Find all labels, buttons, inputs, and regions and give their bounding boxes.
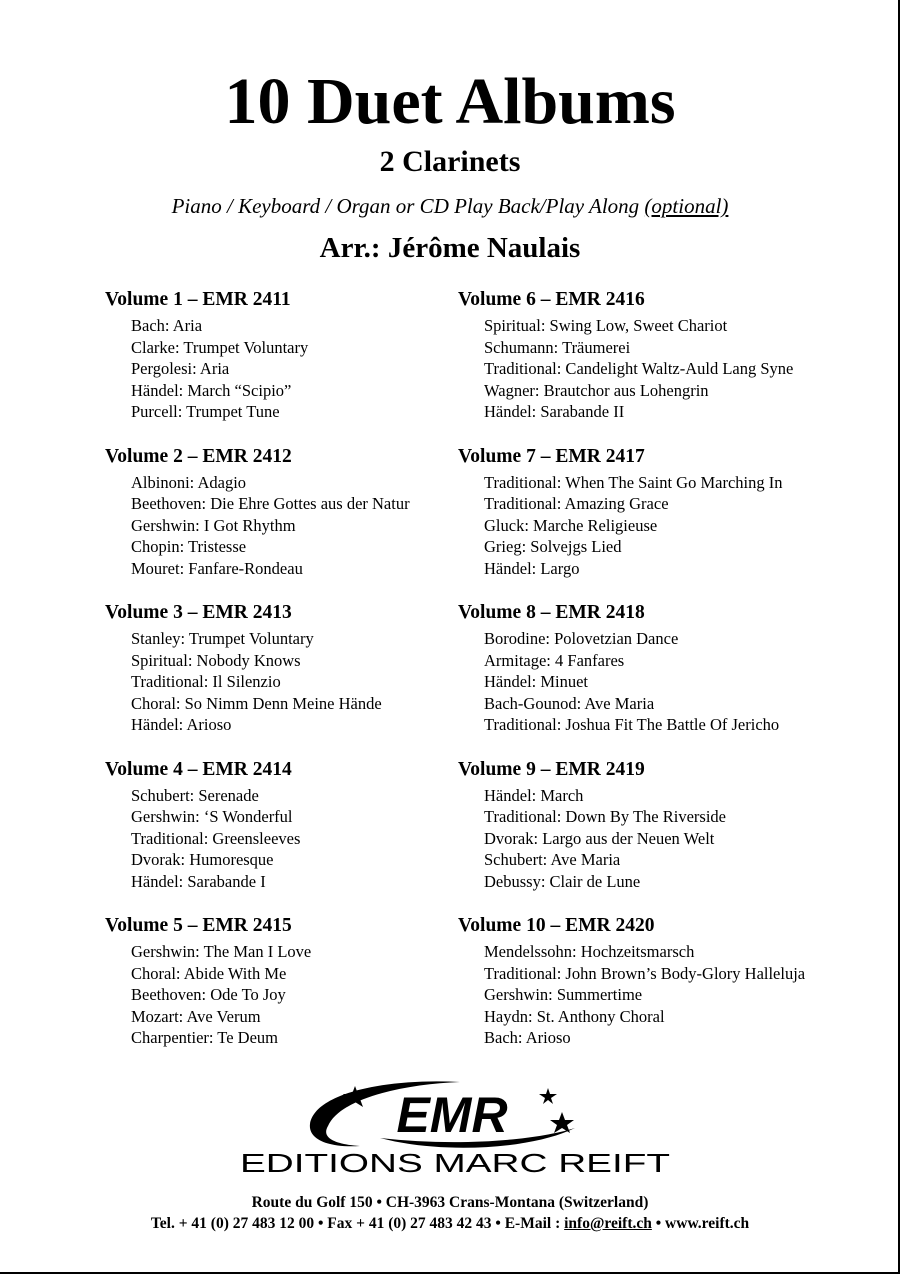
piece-item: Traditional: Greensleeves	[131, 828, 301, 848]
piece-item: Händel: March “Scipio”	[131, 380, 292, 400]
piece-list	[105, 628, 505, 736]
piece-item: Händel: Sarabande II	[484, 402, 625, 422]
piece-item: Bach: Arioso	[484, 1028, 571, 1048]
logo-publisher: EDITIONS MARC REIFT	[240, 1148, 671, 1178]
volume-heading: Volume 1 – EMR 2411	[105, 289, 291, 310]
piece-item: Grieg: Solvejgs Lied	[484, 537, 622, 557]
piece-list	[458, 472, 878, 580]
piece-item: Pergolesi: Aria	[131, 359, 230, 379]
piece-item: Bach-Gounod: Ave Maria	[484, 693, 655, 713]
piece-item: Spiritual: Nobody Knows	[131, 650, 301, 670]
arranger-line: Arr.: Jérôme Naulais	[319, 232, 581, 264]
piece-item: Armitage: 4 Fanfares	[484, 650, 625, 670]
volume-heading: Volume 10 – EMR 2420	[458, 915, 655, 936]
instrumentation-line	[0, 193, 900, 219]
piece-item: Choral: So Nimm Denn Meine Hände	[131, 693, 382, 713]
piece-item: Beethoven: Ode To Joy	[131, 985, 286, 1005]
piece-item: Händel: Minuet	[484, 672, 589, 692]
piece-item: Charpentier: Te Deum	[131, 1028, 278, 1048]
piece-list	[458, 628, 878, 736]
volume-block	[458, 600, 878, 757]
piece-item: Haydn: St. Anthony Choral	[484, 1006, 665, 1026]
piece-item: Clarke: Trumpet Voluntary	[131, 337, 309, 357]
piece-item: Händel: Sarabande I	[131, 871, 266, 891]
volume-heading: Volume 7 – EMR 2417	[458, 445, 645, 467]
piece-item: Händel: March	[484, 785, 584, 805]
website-text: • www.reift.ch	[651, 1215, 750, 1232]
piece-item: Choral: Abide With Me	[131, 963, 287, 983]
emr-logo	[230, 1072, 680, 1182]
piece-item: Debussy: Clair de Lune	[484, 871, 641, 891]
piece-list	[105, 785, 505, 893]
piece-item: Beethoven: Die Ehre Gottes aus der Natur	[131, 494, 410, 514]
email-link[interactable]: info@reift.ch	[564, 1215, 652, 1232]
piece-list	[105, 941, 505, 1049]
publisher-contact	[0, 1214, 900, 1234]
instrumentation-text: Piano / Keyboard / Organ or CD Play Back/Play Along	[171, 194, 645, 218]
album-title: 10 Duet Albums	[224, 65, 676, 138]
piece-item: Gluck: Marche Religieuse	[484, 515, 658, 535]
volume-block	[105, 287, 505, 444]
piece-item: Mendelssohn: Hochzeitsmarsch	[484, 942, 695, 961]
volume-heading: Volume 6 – EMR 2416	[458, 289, 645, 310]
volume-heading: Volume 5 – EMR 2415	[105, 915, 292, 936]
piece-list	[105, 315, 505, 423]
volume-block	[458, 287, 878, 444]
piece-item: Gershwin: Summertime	[484, 985, 643, 1005]
piece-item: Schubert: Ave Maria	[484, 850, 621, 870]
piece-item: Gershwin: ‘S Wonderful	[131, 807, 293, 827]
piece-list	[458, 785, 878, 893]
piece-item: Schubert: Serenade	[131, 785, 259, 805]
piece-item: Schumann: Träumerei	[484, 337, 631, 357]
piece-item: Mouret: Fanfare-Rondeau	[131, 558, 303, 578]
publisher-address: Route du Golf 150 • CH-3963 Crans-Montana (Switzerland)	[251, 1194, 649, 1211]
piece-list	[105, 472, 505, 580]
piece-item: Traditional: Down By The Riverside	[484, 807, 726, 827]
piece-item: Bach: Aria	[131, 316, 203, 335]
piece-item: Chopin: Tristesse	[131, 537, 247, 557]
volume-heading: Volume 3 – EMR 2413	[105, 602, 292, 623]
piece-item: Albinoni: Adagio	[131, 472, 247, 492]
volume-heading: Volume 2 – EMR 2412	[105, 445, 292, 467]
optional-note: (optional)	[644, 194, 729, 218]
piece-item: Händel: Largo	[484, 558, 580, 578]
piece-item: Gershwin: I Got Rhythm	[131, 515, 296, 535]
volume-block	[458, 913, 878, 1070]
piece-item: Gershwin: The Man I Love	[131, 942, 312, 961]
volume-block	[105, 600, 505, 757]
album-subtitle: 2 Clarinets	[379, 145, 521, 178]
piece-item: Traditional: Joshua Fit The Battle Of Jericho	[484, 715, 780, 735]
volume-block	[105, 757, 505, 914]
piece-item: Borodine: Polovetzian Dance	[484, 629, 679, 648]
piece-item: Dvorak: Humoresque	[131, 850, 274, 870]
piece-item: Traditional: When The Saint Go Marching In	[484, 472, 783, 492]
piece-item: Traditional: Il Silenzio	[131, 672, 281, 692]
piece-item: Traditional: John Brown’s Body-Glory Halleluja	[484, 963, 806, 983]
volume-block	[458, 757, 878, 914]
piece-item: Wagner: Brautchor aus Lohengrin	[484, 380, 709, 400]
piece-item: Dvorak: Largo aus der Neuen Welt	[484, 828, 715, 848]
piece-item: Purcell: Trumpet Tune	[131, 402, 280, 422]
emr-logo-icon	[230, 1072, 680, 1182]
volume-heading: Volume 9 – EMR 2419	[458, 758, 645, 780]
piece-item: Händel: Arioso	[131, 715, 232, 735]
piece-item: Stanley: Trumpet Voluntary	[131, 629, 314, 648]
volume-block	[105, 913, 505, 1070]
contact-phone-fax: Tel. + 41 (0) 27 483 12 00 • Fax + 41 (0) 27 483 42 43 • E-Mail :	[150, 1215, 565, 1232]
logo-mark: EMR	[396, 1087, 508, 1143]
piece-list	[458, 315, 878, 423]
volume-block	[105, 444, 505, 601]
volumes-left-column	[105, 287, 505, 1070]
volumes-right-column	[458, 287, 878, 1070]
volume-heading: Volume 4 – EMR 2414	[105, 758, 292, 780]
piece-list	[458, 941, 878, 1049]
volume-block	[458, 444, 878, 601]
piece-item: Spiritual: Swing Low, Sweet Chariot	[484, 316, 728, 335]
piece-item: Traditional: Amazing Grace	[484, 494, 669, 514]
piece-item: Mozart: Ave Verum	[131, 1006, 261, 1026]
piece-item: Traditional: Candelight Waltz-Auld Lang Syne	[484, 359, 794, 379]
volume-heading: Volume 8 – EMR 2418	[458, 602, 645, 623]
